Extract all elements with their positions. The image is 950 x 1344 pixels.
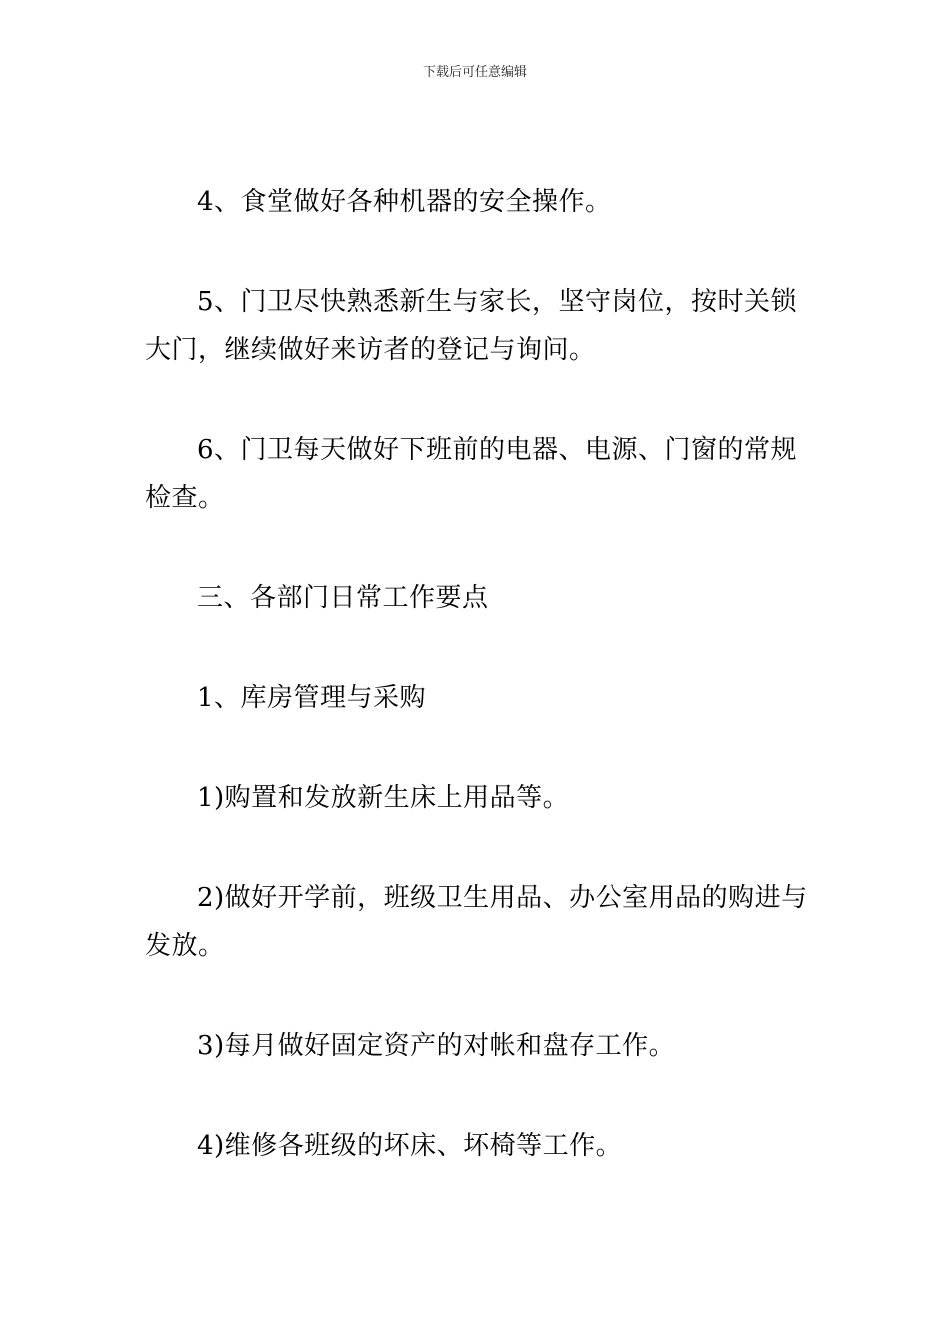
page-header: 下载后可任意编辑 bbox=[422, 65, 527, 80]
paragraph-guard-daily-check: 6、门卫每天做好下班前的电器、电源、门窗的常规检查。 bbox=[145, 435, 798, 513]
document-body bbox=[145, 178, 811, 1222]
list-item-repairs: 4)维修各班级的坏床、坏椅等工作。 bbox=[197, 1131, 623, 1161]
list-item-supplies: 2)做好开学前，班级卫生用品、办公室用品的购进与发放。 bbox=[145, 883, 808, 961]
list-item-bedding: 1)购置和发放新生床上用品等。 bbox=[197, 783, 570, 813]
section-heading-daily-work: 三、各部门日常工作要点 bbox=[197, 583, 489, 613]
paragraph-guard-familiarize: 5、门卫尽快熟悉新生与家长，坚守岗位，按时关锁大门，继续做好来访者的登记与询问。 bbox=[145, 287, 798, 365]
paragraph-canteen-safety: 4、食堂做好各种机器的安全操作。 bbox=[197, 187, 612, 217]
subheading-warehouse-purchasing: 1、库房管理与采购 bbox=[197, 683, 427, 713]
list-item-fixed-assets: 3)每月做好固定资产的对帐和盘存工作。 bbox=[197, 1031, 676, 1061]
